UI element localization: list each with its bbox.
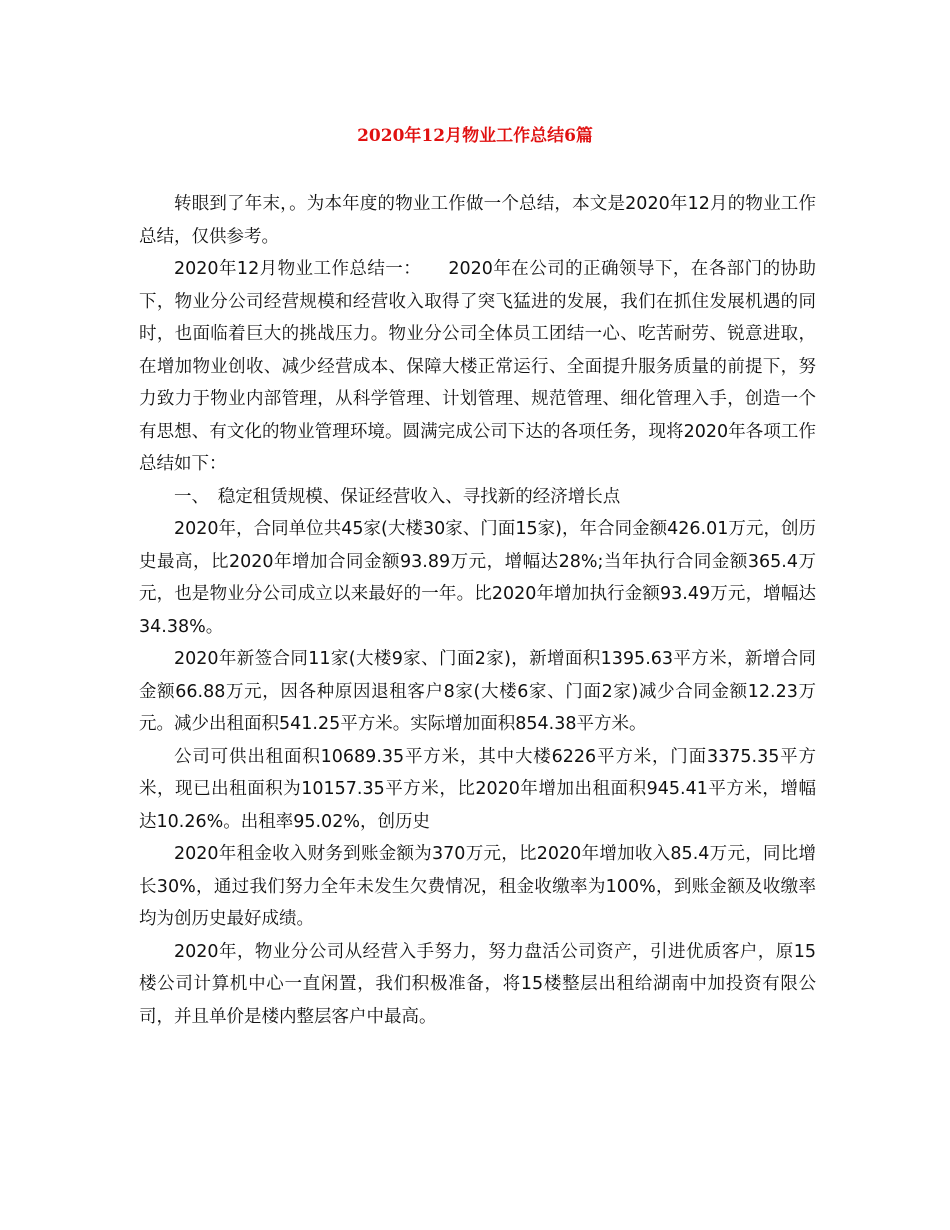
document-body — [139, 188, 816, 1033]
paragraph-new-contracts: 2020年新签合同11家(大楼9家、门面2家)，新增面积1395.63平方米，新增合同金额66.88万元，因各种原因退租客户8家(大楼6家、门面2家)减少合同金额12.23万元。减少出租面积541.25平方米。实际增加面积854.38平方米。 — [139, 649, 816, 734]
paragraph-intro: 转眼到了年末，。为本年度的物业工作做一个总结，本文是2020年12月的物业工作总结，仅供参考。 — [139, 194, 816, 247]
paragraph-rent-income: 2020年租金收入财务到账金额为370万元，比2020年增加收入85.4万元，同比增长30%，通过我们努力全年未发生欠费情况，租金收缴率为100%，到账金额及收缴率均为创历史最好成绩。 — [139, 844, 816, 929]
paragraph-rental-area: 公司可供出租面积10689.35平方米，其中大楼6226平方米，门面3375.35平方米，现已出租面积为10157.35平方米，比2020年增加出租面积945.41平方米，增幅达10.26%。出租率95.02%，创历史 — [139, 746, 816, 832]
paragraph-contracts: 2020年，合同单位共45家(大楼30家、门面15家)，年合同金额426.01万元，创历史最高，比2020年增加合同金额93.89万元，增幅达28%;当年执行合同金额365.4万元，也是物业分公司成立以来最好的一年。比2020年增加执行金额93.49万元，增幅达34.38%。 — [139, 519, 816, 637]
section-heading-one: 一、 稳定租赁规模、保证经营收入、寻找新的经济增长点 — [174, 486, 621, 507]
paragraph-assets: 2020年，物业分公司从经营入手努力，努力盘活公司资产，引进优质客户，原15楼公司计算机中心一直闲置，我们积极准备，将15楼整层出租给湖南中加投资有限公司，并且单价是楼内整层客户中最高。 — [139, 941, 816, 1027]
document-title: 2020年12月物业工作总结6篇 — [357, 126, 593, 146]
paragraph-summary-one: 2020年12月物业工作总结一： 2020年在公司的正确领导下，在各部门的协助下，物业分公司经营规模和经营收入取得了突飞猛进的发展，我们在抓住发展机遇的同时，也面临着巨大的挑战压力。物业分公司全体员工团结一心、吃苦耐劳、锐意进取，在增加物业创收、减少经营成本、保障大楼正常运行、全面提升服务质量的前提下，努力致力于物业内部管理，从科学管理、计划管理、规范管理、细化管理入手，创造一个有思想、有文化的物业管理环境。圆满完成公司下达的各项任务，现将2020年各项工作总结如下： — [139, 259, 816, 474]
